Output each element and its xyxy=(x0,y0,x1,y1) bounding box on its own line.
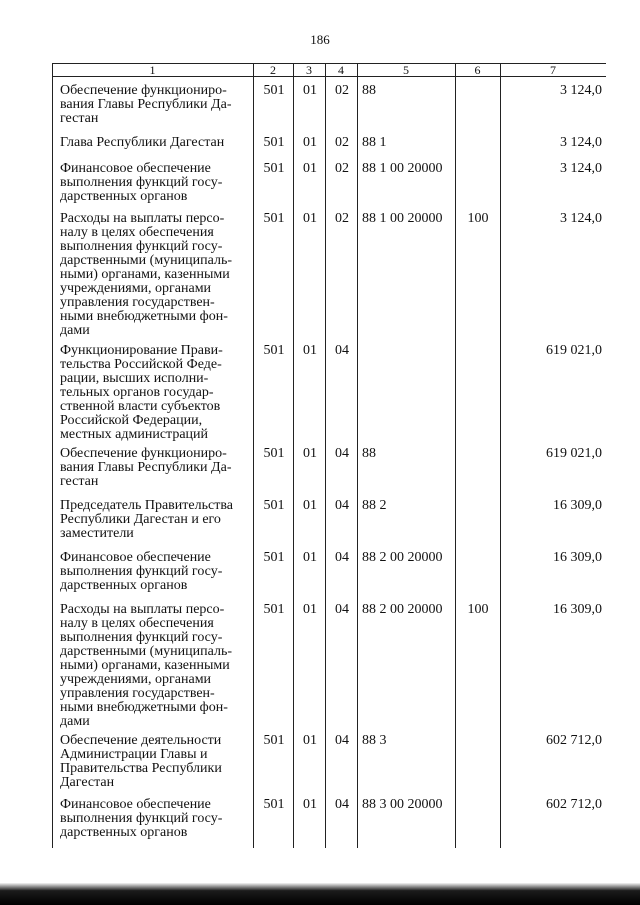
row-amount: 602 712,0 xyxy=(546,797,602,812)
row-col5: 88 xyxy=(362,446,376,461)
row-col4: 04 xyxy=(335,797,349,812)
row-col3: 01 xyxy=(303,83,317,98)
table-divider-col5 xyxy=(357,63,358,848)
row-col4: 02 xyxy=(335,161,349,176)
table-header-col1: 1 xyxy=(149,63,156,77)
row-col2: 501 xyxy=(263,161,285,176)
row-name: Финансовое обеспечение выполнения функций госу- дарственных органов xyxy=(60,550,223,593)
row-col2: 501 xyxy=(263,550,285,565)
row-name: Расходы на выплаты персо- налу в целях обеспечения выполнения функций госу- дарственными (муниципаль- ными) органами, казенными учреждениями, органами управления государствен- ными внебюджетными фон- дами xyxy=(60,602,233,729)
row-name: Функционирование Прави- тельства Российской Феде- рации, высших исполни- тельных органов государ- ственной власти субъектов Российской Федерации, местных администраций xyxy=(60,343,223,442)
row-amount: 619 021,0 xyxy=(546,343,602,358)
row-col2: 501 xyxy=(263,733,285,748)
row-amount: 16 309,0 xyxy=(553,602,602,617)
row-name: Обеспечение функциониро- вания Главы Республики Да- гестан xyxy=(60,446,232,489)
row-amount: 3 124,0 xyxy=(560,135,602,150)
table-header-col2: 2 xyxy=(270,63,276,77)
row-col2: 501 xyxy=(263,83,285,98)
row-col4: 02 xyxy=(335,83,349,98)
row-col5: 88 1 xyxy=(362,135,387,150)
row-col2: 501 xyxy=(263,211,285,226)
row-col3: 01 xyxy=(303,343,317,358)
row-col2: 501 xyxy=(263,498,285,513)
row-name: Председатель Правительства Республики Дагестан и его заместители xyxy=(60,498,233,541)
row-amount: 602 712,0 xyxy=(546,733,602,748)
table-header-col5: 5 xyxy=(403,63,409,77)
row-col2: 501 xyxy=(263,446,285,461)
table-header-col3: 3 xyxy=(306,63,312,77)
row-col4: 04 xyxy=(335,550,349,565)
table-border-left xyxy=(52,63,53,848)
row-name: Расходы на выплаты персо- налу в целях обеспечения выполнения функций госу- дарственными (муниципаль- ными) органами, казенными учреждениями, органами управления государствен- ными внебюджетными фон- дами xyxy=(60,211,233,338)
table-header-col7: 7 xyxy=(550,63,556,77)
table-header-col4: 4 xyxy=(338,63,344,77)
row-amount: 3 124,0 xyxy=(560,83,602,98)
table-header-col6: 6 xyxy=(474,63,481,77)
row-name: Финансовое обеспечение выполнения функций госу- дарственных органов xyxy=(60,161,223,204)
row-col3: 01 xyxy=(303,498,317,513)
row-col5: 88 1 00 20000 xyxy=(362,161,443,176)
row-amount: 619 021,0 xyxy=(546,446,602,461)
row-col2: 501 xyxy=(263,135,285,150)
row-name: Обеспечение функциониро- вания Главы Республики Да- гестан xyxy=(60,83,232,126)
row-col2: 501 xyxy=(263,343,285,358)
row-amount: 16 309,0 xyxy=(553,498,602,513)
row-col3: 01 xyxy=(303,211,317,226)
page-number: 186 xyxy=(310,32,330,47)
row-col5: 88 3 00 20000 xyxy=(362,797,443,812)
table-divider-col3 xyxy=(293,63,294,848)
row-col2: 501 xyxy=(263,602,285,617)
scan-bottom-edge xyxy=(0,883,640,905)
row-col4: 02 xyxy=(335,211,349,226)
row-col4: 04 xyxy=(335,733,349,748)
row-col4: 04 xyxy=(335,343,349,358)
row-name: Глава Республики Дагестан xyxy=(60,135,225,150)
row-col5: 88 2 00 20000 xyxy=(362,550,443,565)
table-divider-col2 xyxy=(253,63,254,848)
row-col3: 01 xyxy=(303,135,317,150)
row-col4: 02 xyxy=(335,135,349,150)
row-col5: 88 3 xyxy=(362,733,387,748)
row-amount: 3 124,0 xyxy=(560,161,602,176)
row-name: Обеспечение деятельности Администрации Главы и Правительства Республики Дагестан xyxy=(60,733,222,790)
table-divider-col4 xyxy=(325,63,326,848)
row-col3: 01 xyxy=(303,797,317,812)
row-amount: 16 309,0 xyxy=(553,550,602,565)
row-col3: 01 xyxy=(303,446,317,461)
row-col5: 88 2 00 20000 xyxy=(362,602,443,617)
row-col3: 01 xyxy=(303,733,317,748)
row-col4: 04 xyxy=(335,446,349,461)
row-name: Финансовое обеспечение выполнения функций госу- дарственных органов xyxy=(60,797,223,840)
row-col2: 501 xyxy=(263,797,285,812)
row-col4: 04 xyxy=(335,602,349,617)
row-col5: 88 2 xyxy=(362,498,387,513)
row-col3: 01 xyxy=(303,602,317,617)
row-col5: 88 1 00 20000 xyxy=(362,211,443,226)
row-col3: 01 xyxy=(303,161,317,176)
row-col3: 01 xyxy=(303,550,317,565)
row-col6: 100 xyxy=(467,211,489,226)
row-col5: 88 xyxy=(362,83,376,98)
row-col4: 04 xyxy=(335,498,349,513)
row-col6: 100 xyxy=(467,602,489,617)
row-amount: 3 124,0 xyxy=(560,211,602,226)
